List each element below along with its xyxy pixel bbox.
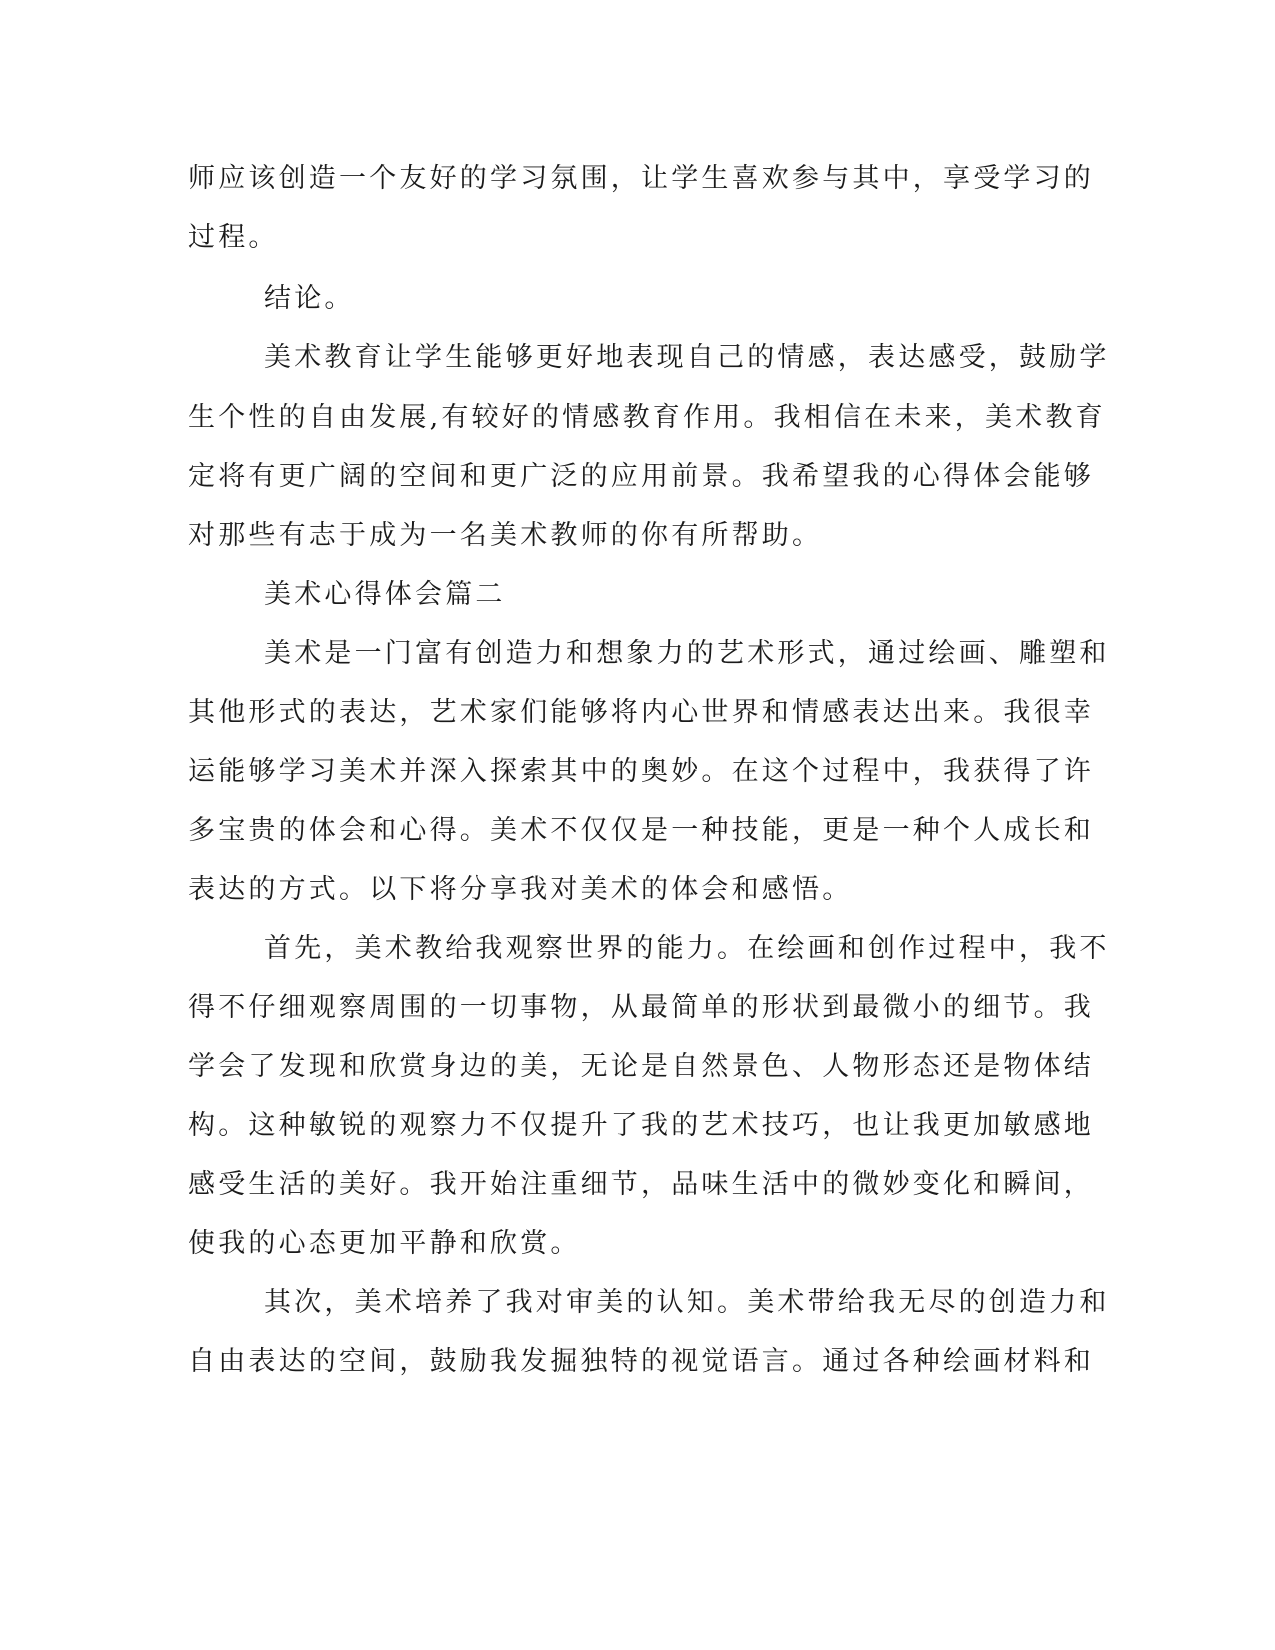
paragraph-first-line: 其次，美术培养了我对审美的认知。美术带给我无尽的创造力和	[264, 1287, 1110, 1318]
text-line: 师应该创造一个友好的学习氛围，让学生喜欢参与其中，享受学习的	[188, 163, 1094, 194]
section-heading-part-two: 美术心得体会篇二	[264, 579, 506, 610]
text-line: 过程。	[188, 222, 279, 253]
section-heading-conclusion: 结论。	[264, 283, 355, 314]
text-line: 对那些有志于成为一名美术教师的你有所帮助。	[188, 520, 823, 551]
text-line: 感受生活的美好。我开始注重细节，品味生活中的微妙变化和瞬间，	[188, 1169, 1094, 1200]
text-line: 多宝贵的体会和心得。美术不仅仅是一种技能，更是一种个人成长和	[188, 815, 1094, 846]
text-line: 运能够学习美术并深入探索其中的奥妙。在这个过程中，我获得了许	[188, 756, 1094, 787]
text-line: 其他形式的表达，艺术家们能够将内心世界和情感表达出来。我很幸	[188, 697, 1094, 728]
text-line: 得不仔细观察周围的一切事物，从最简单的形状到最微小的细节。我	[188, 992, 1094, 1023]
text-line: 构。这种敏锐的观察力不仅提升了我的艺术技巧，也让我更加敏感地	[188, 1110, 1094, 1141]
text-line: 表达的方式。以下将分享我对美术的体会和感悟。	[188, 874, 853, 905]
text-line: 学会了发现和欣赏身边的美，无论是自然景色、人物形态还是物体结	[188, 1051, 1094, 1082]
text-line: 定将有更广阔的空间和更广泛的应用前景。我希望我的心得体会能够	[188, 461, 1094, 492]
paragraph-first-line: 美术是一门富有创造力和想象力的艺术形式，通过绘画、雕塑和	[264, 638, 1110, 669]
text-line: 自由表达的空间，鼓励我发掘独特的视觉语言。通过各种绘画材料和	[188, 1346, 1094, 1377]
text-line: 生个性的自由发展,有较好的情感教育作用。我相信在未来，美术教育	[188, 402, 1106, 433]
paragraph-first-line: 美术教育让学生能够更好地表现自己的情感，表达感受，鼓励学	[264, 342, 1110, 373]
text-line: 使我的心态更加平静和欣赏。	[188, 1228, 581, 1259]
paragraph-first-line: 首先，美术教给我观察世界的能力。在绘画和创作过程中，我不	[264, 933, 1110, 964]
